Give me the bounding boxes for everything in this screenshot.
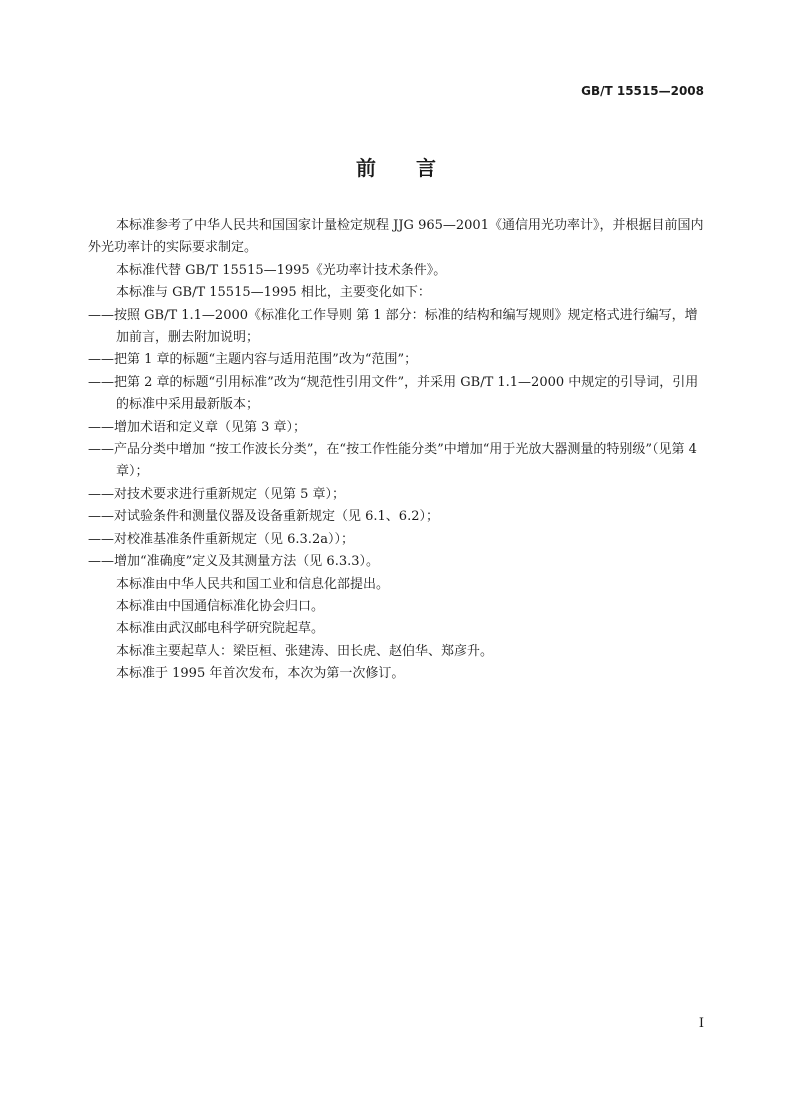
change-list-item: ——对技术要求进行重新规定（见第 5 章）； <box>88 486 346 502</box>
change-list-item: ——把第 2 章的标题“引用标准”改为“规范性引用文件”，并采用 GB/T 1.1—2000 中规定的引导词，引用的标准中采用最新版本； <box>88 374 699 413</box>
page-title: 前言 <box>356 156 476 180</box>
foreword-body <box>88 215 704 686</box>
paragraph-reference: 本标准参考了中华人民共和国国家计量检定规程 JJG 965—2001《通信用光功率计》，并根据目前国内外光功率计的实际要求制定。 <box>88 218 704 256</box>
change-list-item: ——对校准基准条件重新规定（见 6.3.2a））； <box>88 531 354 547</box>
document-code: GB/T 15515—2008 <box>581 84 704 98</box>
paragraph-replaces: 本标准代替 GB/T 15515—1995《光功率计技术条件》。 <box>116 262 447 278</box>
paragraph-drafters: 本标准主要起草人：梁臣桓、张建涛、田长虎、赵伯华、郑彦升。 <box>116 643 494 659</box>
change-list-item: ——对试验条件和测量仪器及设备重新规定（见 6.1、6.2）； <box>88 509 439 525</box>
page-number: I <box>698 1016 704 1031</box>
change-list-item: ——增加“准确度”定义及其测量方法（见 6.3.3）。 <box>88 554 380 570</box>
paragraph-drafting-unit: 本标准由武汉邮电科学研究院起草。 <box>116 621 325 637</box>
paragraph-changes-intro: 本标准与 GB/T 15515—1995 相比，主要变化如下： <box>116 285 431 301</box>
paragraph-administrator: 本标准由中国通信标准化协会归口。 <box>116 598 325 614</box>
change-list-item: ——按照 GB/T 1.1—2000《标准化工作导则 第 1 部分：标准的结构和编写规则》规定格式进行编写，增加前言，删去附加说明； <box>88 307 698 346</box>
change-list-item: ——增加术语和定义章（见第 3 章）； <box>88 419 307 435</box>
change-list-item: ——产品分类中增加 “按工作波长分类”，在“按工作性能分类”中增加“用于光放大器测量的特别级”（见第 4 章）； <box>88 442 697 480</box>
change-list-item: ——把第 1 章的标题“主题内容与适用范围”改为“范围”； <box>88 352 418 368</box>
paragraph-history: 本标准于 1995 年首次发布，本次为第一次修订。 <box>116 666 405 682</box>
paragraph-proposer: 本标准由中华人民共和国工业和信息化部提出。 <box>116 576 390 592</box>
